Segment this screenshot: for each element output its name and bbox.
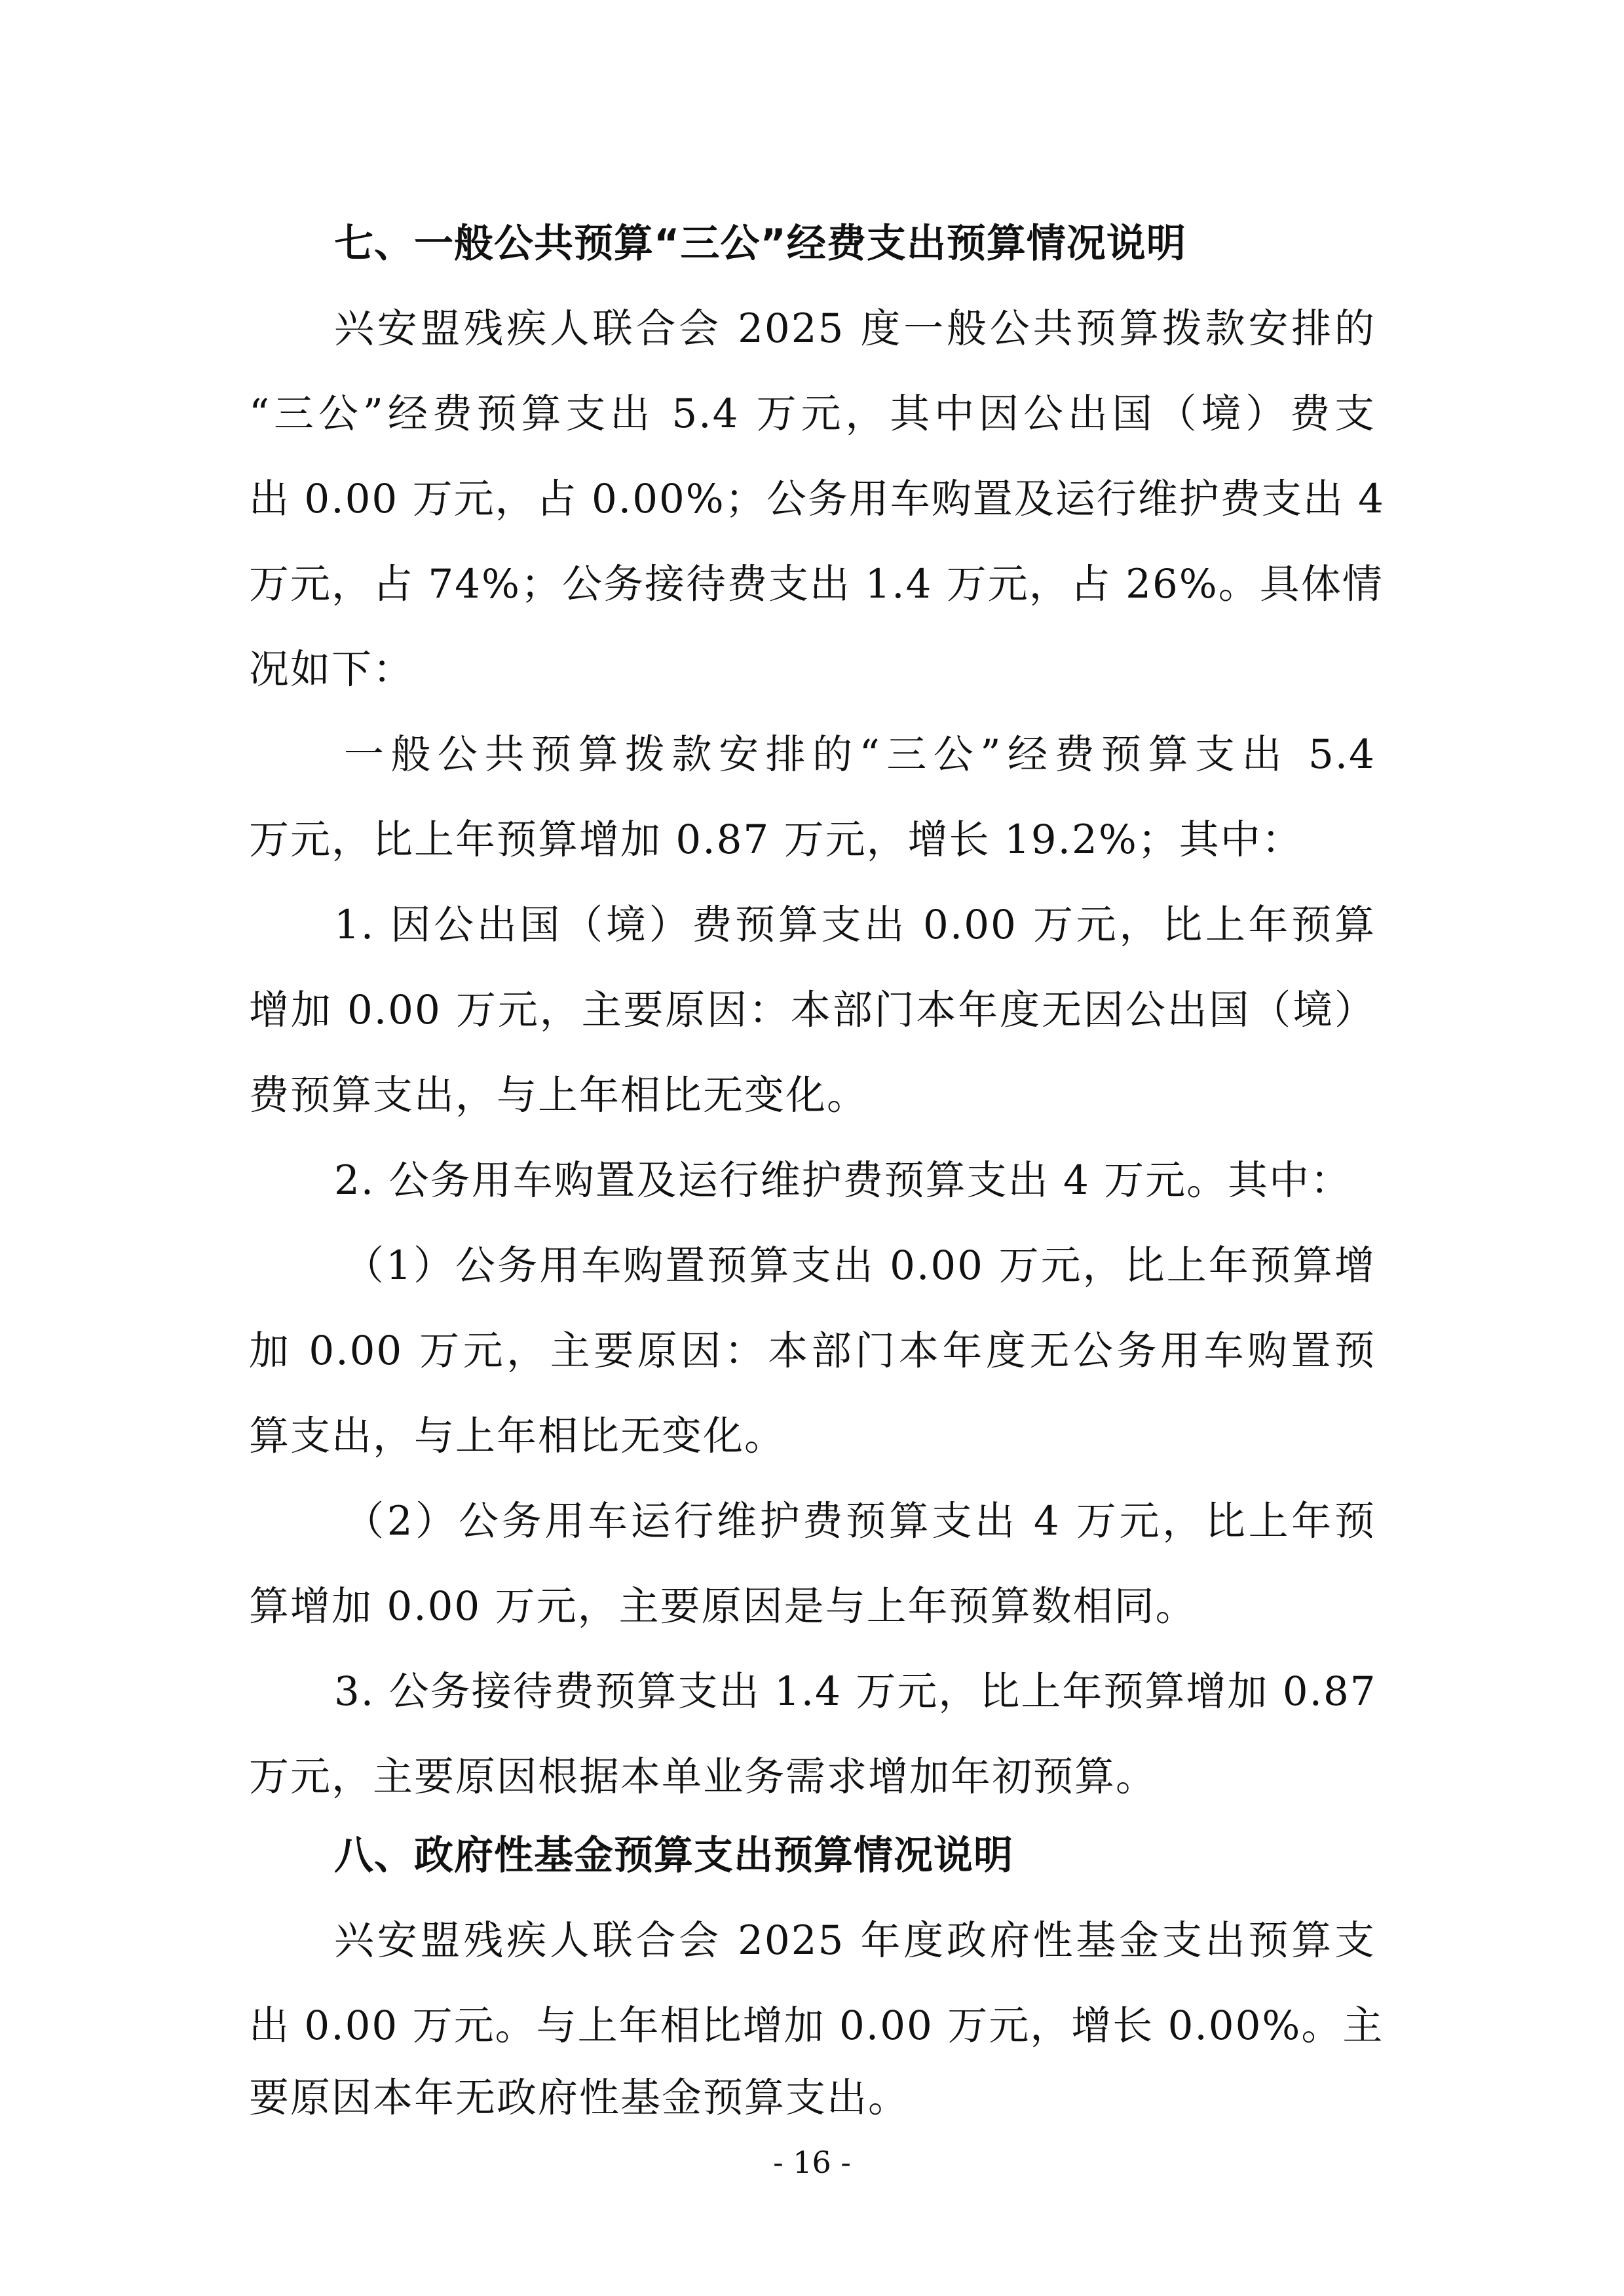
paragraph-line: 况如下： [249, 646, 415, 693]
paragraph-line: 兴安盟残疾人联合会 2025 年度政府性基金支出预算支 [334, 1917, 1376, 1964]
paragraph-line: 万元，主要原因根据本单业务需求增加年初预算。 [249, 1753, 1158, 1800]
paragraph-line: 出 0.00 万元。与上年相比增加 0.00 万元，增长 0.00%。主 [249, 2002, 1384, 2049]
paragraph-line: 1. 因公出国（境）费预算支出 0.00 万元，比上年预算 [334, 902, 1376, 948]
paragraph-line: “三公”经费预算支出 5.4 万元，其中因公出国（境）费支 [249, 391, 1376, 437]
paragraph-line: （2）公务用车运行维护费预算支出 4 万元，比上年预 [344, 1498, 1376, 1544]
paragraph-line: 加 0.00 万元，主要原因：本部门本年度无公务用车购置预 [249, 1328, 1376, 1374]
paragraph-line: 增加 0.00 万元，主要原因：本部门本年度无因公出国（境） [249, 987, 1376, 1033]
paragraph-line: 万元，比上年预算增加 0.87 万元，增长 19.2%；其中： [249, 816, 1303, 863]
paragraph-line: 出 0.00 万元，占 0.00%；公务用车购置及运行维护费支出 4 [249, 476, 1385, 522]
paragraph-line: 万元，占 74%；公务接待费支出 1.4 万元，占 26%。具体情 [249, 561, 1384, 607]
section-heading-seven: 七、一般公共预算“三公”经费支出预算情况说明 [334, 221, 1186, 267]
paragraph-line: 要原因本年无政府性基金预算支出。 [249, 2075, 910, 2121]
paragraph-line: 算支出，与上年相比无变化。 [249, 1413, 786, 1459]
paragraph-line: 兴安盟残疾人联合会 2025 度一般公共预算拨款安排的 [334, 305, 1376, 352]
paragraph-line: 费预算支出，与上年相比无变化。 [249, 1072, 869, 1119]
paragraph-line: 2. 公务用车购置及运行维护费预算支出 4 万元。其中： [334, 1157, 1352, 1204]
paragraph-line: （1）公务用车购置预算支出 0.00 万元，比上年预算增 [344, 1242, 1376, 1289]
page-number: - 16 - [773, 2145, 851, 2180]
paragraph-line: 一般公共预算拨款安排的“三公”经费预算支出 5.4 [344, 731, 1376, 778]
paragraph-line: 3. 公务接待费预算支出 1.4 万元，比上年预算增加 0.87 [334, 1668, 1377, 1715]
section-heading-eight: 八、政府性基金预算支出预算情况说明 [334, 1833, 1013, 1879]
paragraph-line: 算增加 0.00 万元，主要原因是与上年预算数相同。 [249, 1583, 1197, 1630]
